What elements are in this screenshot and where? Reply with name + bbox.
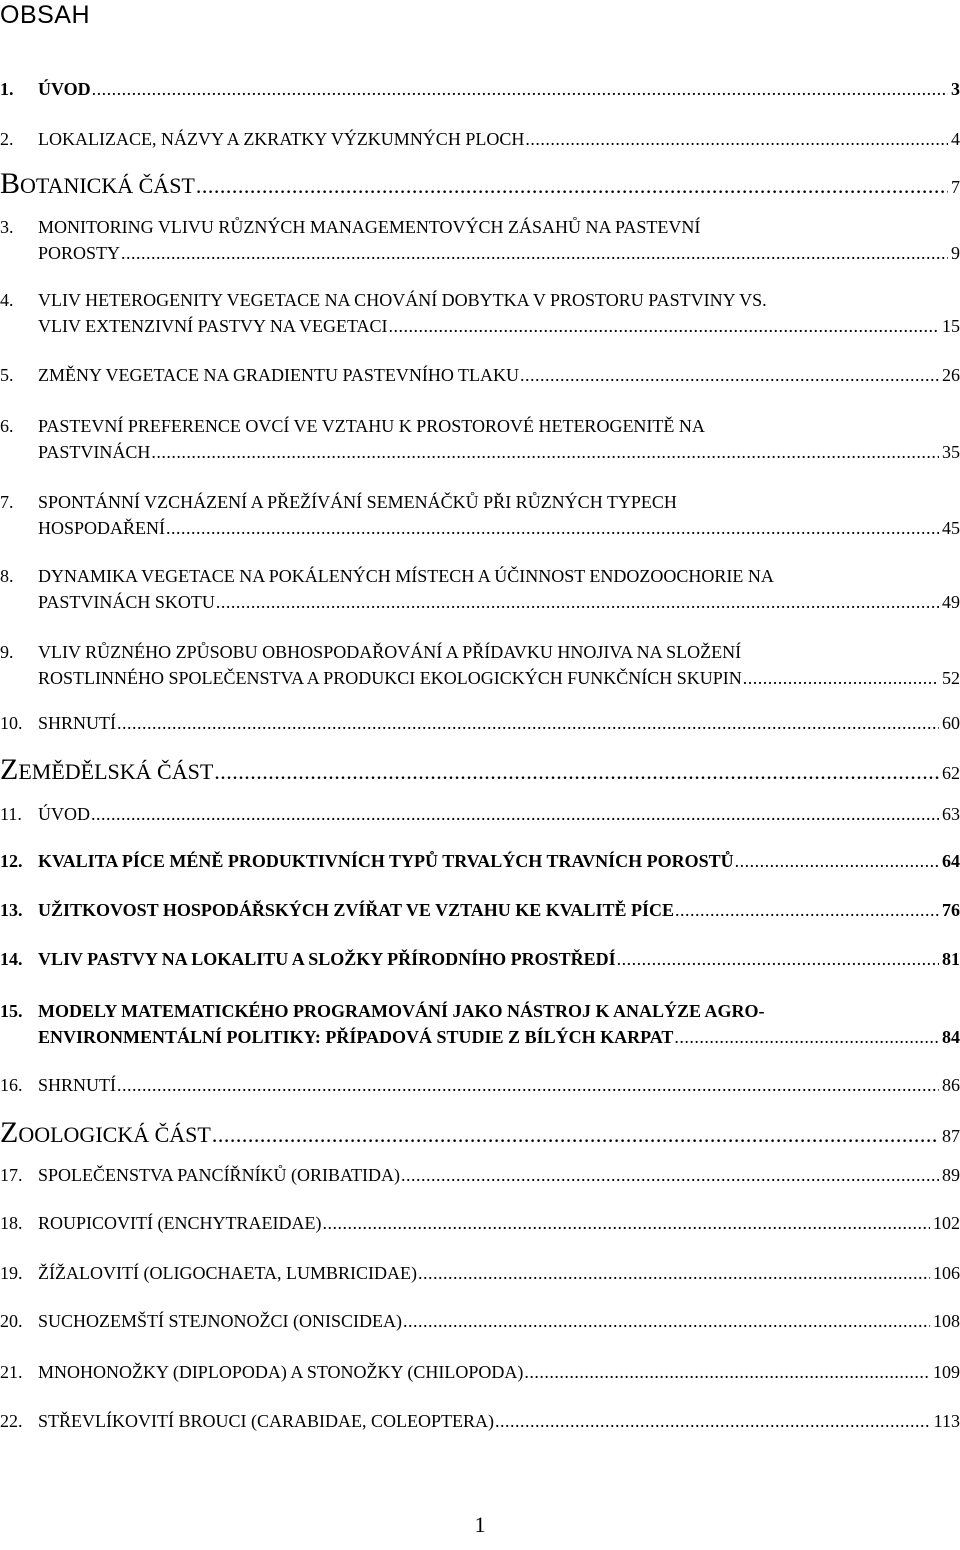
- toc-entry-line: [0, 639, 960, 665]
- leader-dots: [401, 1162, 939, 1188]
- toc-entry-line: [0, 1024, 960, 1050]
- section-title-rest: OOLOGICKÁ ČÁST: [18, 1122, 211, 1147]
- section-page-number: 62: [942, 763, 960, 783]
- toc-entry-line: [0, 1072, 960, 1098]
- leader-dots: [212, 1119, 939, 1151]
- toc-entry[interactable]: [0, 1408, 960, 1434]
- toc-entry-page-number: 89: [942, 1165, 960, 1185]
- toc-entry-number: 20.: [0, 1311, 23, 1331]
- toc-entry-line: [0, 313, 960, 339]
- leader-dots: [322, 1210, 930, 1236]
- toc-entry-line: [0, 1162, 960, 1188]
- leader-dots: [520, 362, 939, 388]
- toc-entry-page-number: 60: [942, 713, 960, 733]
- toc-entry-line: [0, 439, 960, 465]
- toc-entry-page-number: 9: [951, 243, 960, 263]
- toc-entry-title: ROUPICOVITÍ (ENCHYTRAEIDAE): [38, 1213, 322, 1233]
- leader-dots: [151, 439, 939, 465]
- toc-entry-title: STŘEVLÍKOVITÍ BROUCI (CARABIDAE, COLEOPTERA): [38, 1411, 494, 1431]
- toc-entry-page-number: 4: [951, 129, 960, 149]
- toc-entry-number: 1.: [0, 79, 14, 99]
- toc-entry-title: POROSTY: [38, 243, 121, 263]
- leader-dots: [121, 240, 948, 266]
- toc-entry[interactable]: [0, 1210, 960, 1236]
- leader-dots: [216, 589, 939, 615]
- toc-entry-line: [0, 489, 960, 515]
- toc-entry-page-number: 3: [951, 79, 960, 99]
- toc-entry[interactable]: [0, 1162, 960, 1188]
- toc-entry-title: ÚVOD: [38, 79, 91, 99]
- toc-entry-title: MNOHONOŽKY (DIPLOPODA) A STONOŽKY (CHILOPODA): [38, 1362, 524, 1382]
- toc-entry-number: 4.: [0, 290, 14, 310]
- section-title: [0, 1117, 211, 1151]
- toc-entry-title: ÚVOD: [38, 804, 90, 824]
- toc-entry[interactable]: [0, 76, 960, 102]
- toc-entry[interactable]: [0, 214, 960, 266]
- toc-entry-title: HOSPODAŘENÍ: [38, 518, 166, 538]
- toc-entry[interactable]: [0, 998, 960, 1050]
- toc-entry-title: PASTEVNÍ PREFERENCE OVCÍ VE VZTAHU K PROSTOROVÉ HETEROGENITĚ NA: [38, 416, 705, 436]
- toc-entry-page-number: 26: [942, 365, 960, 385]
- toc-entry-title: ROSTLINNÉHO SPOLEČENSTVA A PRODUKCI EKOLOGICKÝCH FUNKČNÍCH SKUPIN: [38, 668, 742, 688]
- toc-entry-line: [0, 946, 960, 972]
- toc-entry[interactable]: [0, 897, 960, 923]
- toc-entry-title: SUCHOZEMŠTÍ STEJNONOŽCI (ONISCIDEA): [38, 1311, 402, 1331]
- toc-entry-title: ENVIRONMENTÁLNÍ POLITIKY: PŘÍPADOVÁ STUDIE Z BÍLÝCH KARPAT: [38, 1027, 674, 1047]
- toc-entry-number: 16.: [0, 1075, 23, 1095]
- toc-entry-page-number: 35: [942, 442, 960, 462]
- toc-entry-number: 19.: [0, 1263, 23, 1283]
- toc-entry-title: UŽITKOVOST HOSPODÁŘSKÝCH ZVÍŘAT VE VZTAHU KE KVALITĚ PÍCE: [38, 900, 674, 920]
- toc-entry[interactable]: [0, 1072, 960, 1098]
- toc-entry-title: ŽÍŽALOVITÍ (OLIGOCHAETA, LUMBRICIDAE): [38, 1263, 417, 1283]
- toc-entry-title: PASTVINÁCH SKOTU: [38, 592, 215, 612]
- toc-entry-number: 7.: [0, 492, 14, 512]
- toc-entry[interactable]: [0, 563, 960, 615]
- leader-dots: [735, 848, 939, 874]
- toc-entry-line: [0, 76, 960, 102]
- toc-entry-page-number: 102: [933, 1213, 960, 1233]
- toc-entry-number: 21.: [0, 1362, 23, 1382]
- toc-entry[interactable]: [0, 126, 960, 152]
- toc-entry-title: ZMĚNY VEGETACE NA GRADIENTU PASTEVNÍHO TLAKU: [38, 365, 520, 385]
- toc-entry-line: [0, 848, 960, 874]
- leader-dots: [617, 946, 939, 972]
- toc-entry-number: 12.: [0, 851, 23, 871]
- toc-entry-number: 18.: [0, 1213, 23, 1233]
- toc-entry[interactable]: [0, 1359, 960, 1385]
- toc-entry-page-number: 109: [933, 1362, 960, 1382]
- toc-entry-line: [0, 287, 960, 313]
- section-title-initial: Z: [0, 753, 19, 786]
- toc-entry[interactable]: [0, 801, 960, 827]
- toc-entry-line: [0, 1210, 960, 1236]
- toc-entry-number: 14.: [0, 949, 23, 969]
- toc-entry-line: [0, 897, 960, 923]
- toc-entry-number: 9.: [0, 642, 14, 662]
- toc-entry-line: [0, 1408, 960, 1434]
- section-page-number: 87: [942, 1126, 960, 1146]
- toc-entry-line: [0, 362, 960, 388]
- toc-entry-number: 10.: [0, 713, 23, 733]
- toc-entry-number: 2.: [0, 129, 14, 149]
- toc-entry-line: [0, 240, 960, 266]
- leader-dots: [674, 1024, 939, 1050]
- toc-entry[interactable]: [0, 1260, 960, 1286]
- toc-entry-title: SPONTÁNNÍ VZCHÁZENÍ A PŘEŽÍVÁNÍ SEMENÁČKŮ PŘI RŮZNÝCH TYPECH: [38, 492, 677, 512]
- toc-entry-line: [0, 801, 960, 827]
- section-title-rest: EMĚDĚLSKÁ ČÁST: [18, 759, 214, 784]
- toc-entry[interactable]: [0, 1308, 960, 1334]
- toc-entry-line: [0, 563, 960, 589]
- toc-entry-line: [0, 413, 960, 439]
- toc-entry-number: 17.: [0, 1165, 23, 1185]
- leader-dots: [675, 897, 939, 923]
- toc-entry-number: 15.: [0, 1001, 23, 1021]
- leader-dots: [403, 1308, 930, 1334]
- toc-entry-page-number: 86: [942, 1075, 960, 1095]
- toc-entry-number: 5.: [0, 365, 14, 385]
- toc-entry-number: 13.: [0, 900, 23, 920]
- leader-dots: [117, 710, 939, 736]
- toc-entry-title: PASTVINÁCH: [38, 442, 151, 462]
- page-title: OBSAH: [0, 1, 91, 29]
- toc-section-heading[interactable]: [0, 1117, 960, 1152]
- toc-entry-title: DYNAMIKA VEGETACE NA POKÁLENÝCH MÍSTECH A ÚČINNOST ENDOZOOCHORIE NA: [38, 566, 774, 586]
- toc-section-heading[interactable]: [0, 168, 960, 203]
- toc-entry-title: KVALITA PÍCE MÉNĚ PRODUKTIVNÍCH TYPŮ TRVALÝCH TRAVNÍCH POROSTŮ: [38, 851, 734, 871]
- toc-entry-title: VLIV PASTVY NA LOKALITU A SLOŽKY PŘÍRODNÍHO PROSTŘEDÍ: [38, 949, 616, 969]
- toc-section-heading[interactable]: [0, 754, 960, 789]
- toc-entry-title: SPOLEČENSTVA PANCÍŘNÍKŮ (ORIBATIDA): [38, 1165, 401, 1185]
- toc-entry[interactable]: [0, 362, 960, 388]
- toc-entry[interactable]: [0, 946, 960, 972]
- toc-entry[interactable]: [0, 413, 960, 465]
- section-title-rest: OTANICKÁ ČÁST: [20, 173, 195, 198]
- toc-entry-page-number: 52: [942, 668, 960, 688]
- section-title-initial: B: [0, 167, 21, 200]
- toc-entry-page-number: 113: [933, 1411, 960, 1431]
- leader-dots: [418, 1260, 930, 1286]
- toc-entry-title: VLIV EXTENZIVNÍ PASTVY NA VEGETACI: [38, 316, 388, 336]
- leader-dots: [525, 126, 948, 152]
- toc-entry-line: [0, 1308, 960, 1334]
- toc-entry-page-number: 63: [942, 804, 960, 824]
- toc-entry-title: MODELY MATEMATICKÉHO PROGRAMOVÁNÍ JAKO NÁSTROJ K ANALÝZE AGRO-: [38, 1001, 765, 1021]
- page-number: 1: [474, 1512, 486, 1537]
- toc-entry-line: [0, 126, 960, 152]
- section-page-number: 7: [951, 177, 960, 197]
- toc-entry-line: [0, 998, 960, 1024]
- toc-entry-title: MONITORING VLIVU RŮZNÝCH MANAGEMENTOVÝCH ZÁSAHŮ NA PASTEVNÍ: [38, 217, 701, 237]
- toc-entry-page-number: 45: [942, 518, 960, 538]
- toc-entry-title: LOKALIZACE, NÁZVY A ZKRATKY VÝZKUMNÝCH PLOCH: [38, 129, 525, 149]
- toc-entry-title: VLIV RŮZNÉHO ZPŮSOBU OBHOSPODAŘOVÁNÍ A PŘÍDAVKU HNOJIVA NA SLOŽENÍ: [38, 642, 742, 662]
- leader-dots: [117, 1072, 939, 1098]
- section-title: [0, 168, 195, 202]
- leader-dots: [495, 1408, 931, 1434]
- section-title: [0, 754, 213, 788]
- leader-dots: [166, 515, 939, 541]
- toc-entry-page-number: 49: [942, 592, 960, 612]
- toc-entry-page-number: 76: [942, 900, 960, 920]
- leader-dots: [524, 1359, 930, 1385]
- toc-entry-line: [0, 589, 960, 615]
- toc-entry-number: 8.: [0, 566, 14, 586]
- toc-entry[interactable]: [0, 710, 960, 736]
- toc-entry-number: 6.: [0, 416, 14, 436]
- toc-entry-line: [0, 214, 960, 240]
- toc-entry-page-number: 108: [933, 1311, 960, 1331]
- toc-entry-title: SHRNUTÍ: [38, 1075, 117, 1095]
- toc-entry-page-number: 106: [933, 1263, 960, 1283]
- section-title-initial: Z: [0, 1116, 19, 1149]
- toc-entry-line: [0, 1260, 960, 1286]
- toc-entry-page-number: 81: [942, 949, 960, 969]
- toc-entry-title: SHRNUTÍ: [38, 713, 117, 733]
- leader-dots: [389, 313, 939, 339]
- leader-dots: [92, 76, 948, 102]
- toc-entry-line: [0, 665, 960, 691]
- toc-entry-number: 3.: [0, 217, 14, 237]
- leader-dots: [196, 170, 948, 202]
- toc-entry-page-number: 64: [942, 851, 960, 871]
- toc-entry-number: 22.: [0, 1411, 23, 1431]
- toc-entry-title: VLIV HETEROGENITY VEGETACE NA CHOVÁNÍ DOBYTKA V PROSTORU PASTVINY VS.: [38, 290, 767, 310]
- leader-dots: [743, 665, 939, 691]
- toc-entry-page-number: 15: [942, 316, 960, 336]
- toc-entry-line: [0, 710, 960, 736]
- toc-entry-line: [0, 1359, 960, 1385]
- toc-entry-page-number: 84: [942, 1027, 960, 1047]
- toc-entry[interactable]: [0, 848, 960, 874]
- leader-dots: [214, 756, 939, 788]
- leader-dots: [91, 801, 939, 827]
- toc-entry[interactable]: [0, 639, 960, 691]
- toc-entry[interactable]: [0, 287, 960, 339]
- toc-entry-number: 11.: [0, 804, 22, 824]
- toc-entry[interactable]: [0, 489, 960, 541]
- toc-entry-line: [0, 515, 960, 541]
